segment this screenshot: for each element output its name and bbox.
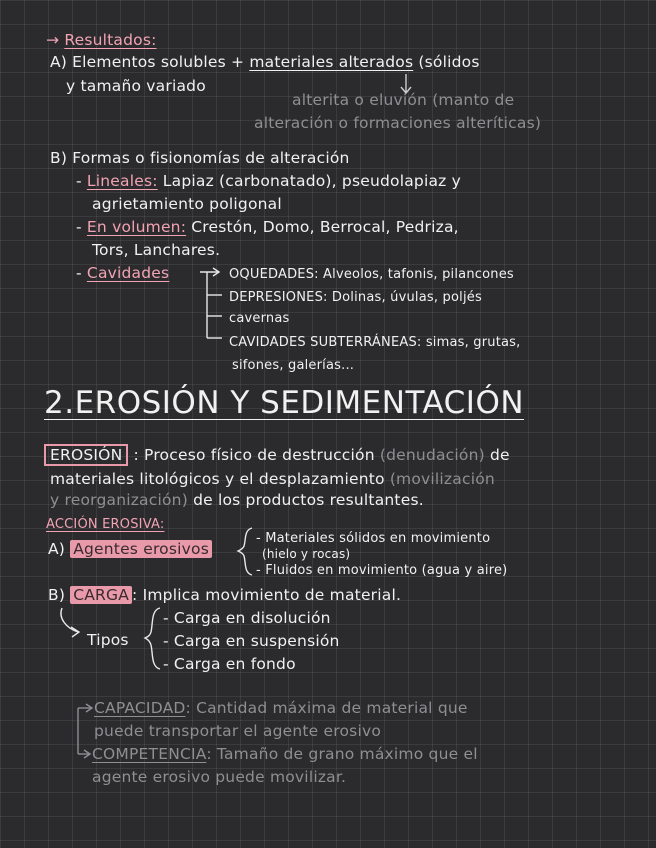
volumen-line-2: Tors, Lanchares.: [92, 241, 221, 259]
volumen-line: - En volumen: Crestón, Domo, Berrocal, Pedriza,: [76, 218, 459, 236]
erosion-term: EROSIÓN: [44, 444, 128, 466]
cavidades-item: CAVIDADES SUBTERRÁNEAS: simas, grutas,: [229, 335, 521, 350]
results-heading: → Resultados:: [46, 31, 157, 49]
agents-item-note: (hielo y rocas): [262, 547, 351, 561]
carga-highlight: CARGA: [70, 586, 132, 604]
lineales-line: - Lineales: Lapiaz (carbonatado), pseudolapiaz y: [76, 172, 462, 190]
tipo-item: - Carga en suspensión: [163, 632, 340, 650]
capacity-line-2: puede transportar el agente erosivo: [94, 722, 382, 740]
cavidades-bracket: [200, 268, 222, 338]
cavidades-item: OQUEDADES: Alveolos, tafonis, pilancones: [229, 267, 514, 282]
erosion-def-line-1: EROSIÓN : Proceso físico de destrucción (denudación) de: [44, 445, 510, 465]
erosive-action-heading: ACCIÓN EROSIVA:: [46, 517, 165, 532]
competence-line: COMPETENCIA: Tamaño de grano máximo que el: [92, 745, 478, 763]
cavidades-item: cavernas: [229, 311, 290, 326]
curved-arrow-icon: [61, 608, 79, 637]
tipo-item: - Carga en disolución: [163, 609, 331, 627]
agents-item: - Fluidos en movimiento (agua y aire): [256, 563, 508, 578]
section-title: 2.EROSIÓN Y SEDIMENTACIÓN: [44, 385, 525, 421]
erosion-def-line-2: materiales litológicos y el desplazamiento (movilización: [50, 470, 495, 488]
tipos-label: Tipos: [87, 631, 129, 649]
cavidades-item-end: sifones, galerías...: [232, 358, 355, 373]
cavidades-item: DEPRESIONES: Dolinas, úvulas, poljés: [229, 290, 482, 305]
capacity-arrows: [78, 704, 92, 758]
agents-line: A) Agentes erosivos: [48, 539, 212, 559]
tipos-brace: [145, 608, 160, 669]
erosion-def-line-3: y reorganización) de los productos resultantes.: [50, 491, 424, 509]
capacity-line: CAPACIDAD: Cantidad máxima de material que: [94, 699, 468, 717]
lineales-line-2: agrietamiento poligonal: [92, 195, 282, 213]
results-a-line-2: y tamaño variado: [66, 77, 206, 95]
results-a-line: A) Elementos solubles + materiales alterados (sólidos: [50, 53, 480, 71]
agents-highlight: Agentes erosivos: [70, 540, 212, 558]
arrow-right-icon: →: [46, 31, 60, 49]
competence-line-2: agente erosivo puede movilizar.: [92, 768, 347, 786]
alterita-line-2: alteración o formaciones alteríticas): [254, 114, 542, 132]
forms-heading: B) Formas o fisionomías de alteración: [50, 149, 350, 167]
alterita-line-1: alterita o eluvión (manto de: [292, 91, 515, 109]
agents-item: - Materiales sólidos en movimiento: [256, 531, 491, 546]
agents-brace: [238, 528, 252, 575]
tipo-item: - Carga en fondo: [163, 655, 296, 673]
cavidades-label-line: - Cavidades: [76, 264, 170, 282]
carga-line: B) CARGA : Implica movimiento de material.: [48, 586, 402, 604]
